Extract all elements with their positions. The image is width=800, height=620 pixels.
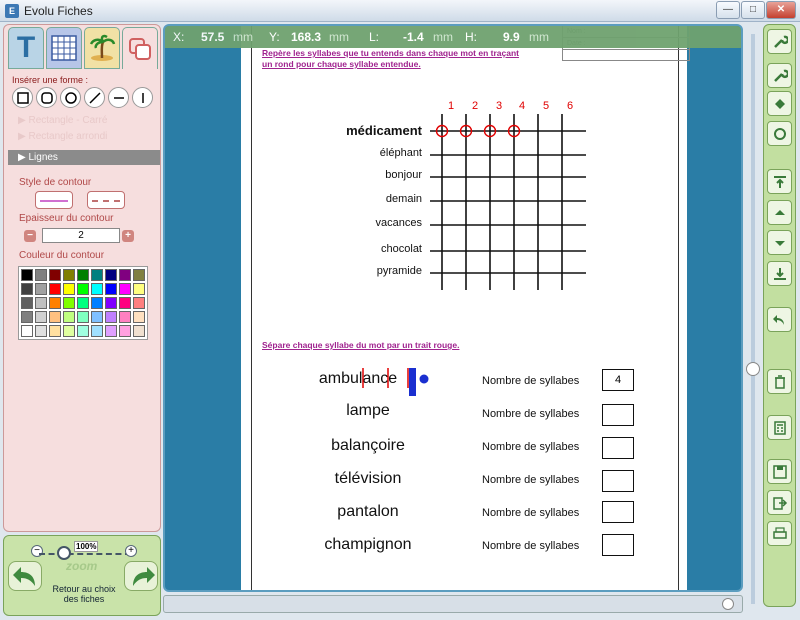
instruction-1-line-2: un rond pour chaque syllabe entendue. — [262, 59, 421, 69]
redo-button[interactable] — [124, 561, 158, 591]
zoom-track[interactable] — [39, 553, 131, 555]
count-label: Nombre de syllabes — [482, 441, 580, 453]
refresh-button[interactable] — [767, 121, 792, 146]
solid-line-icon — [40, 200, 68, 202]
slider-rail — [751, 34, 755, 604]
color-swatch[interactable] — [91, 325, 103, 337]
undo-toolbar-button[interactable] — [767, 307, 792, 332]
color-swatch[interactable] — [63, 283, 75, 295]
shape-buttons — [12, 87, 153, 108]
color-swatch[interactable] — [119, 297, 131, 309]
zoom-panel — [3, 535, 161, 616]
count-box[interactable]: 4 — [602, 369, 634, 391]
line-handle[interactable] — [415, 364, 429, 404]
circle-icon — [65, 92, 77, 104]
move-down-button[interactable] — [767, 230, 792, 255]
color-swatch[interactable] — [49, 297, 61, 309]
color-swatch[interactable] — [49, 269, 61, 281]
color-swatch[interactable] — [63, 297, 75, 309]
color-swatch[interactable] — [49, 283, 61, 295]
grid-word: médicament — [346, 123, 422, 138]
color-swatch[interactable] — [119, 269, 131, 281]
zoom-percent: 100% — [76, 542, 97, 551]
color-swatch[interactable] — [91, 283, 103, 295]
sep-word: lampe — [346, 402, 390, 419]
tools-button[interactable] — [767, 29, 792, 54]
count-box[interactable] — [602, 437, 634, 459]
tools-panel — [3, 24, 161, 532]
zoom-out-button[interactable]: − — [31, 545, 43, 557]
count-box[interactable] — [602, 470, 634, 492]
color-swatch[interactable] — [77, 311, 89, 323]
bring-front-button[interactable] — [767, 169, 792, 194]
move-up-button[interactable] — [767, 200, 792, 225]
color-swatch[interactable] — [63, 269, 75, 281]
canvas-area[interactable] — [163, 24, 743, 592]
vertical-line-icon — [137, 92, 149, 104]
delete-button[interactable] — [767, 369, 792, 394]
separator-marks[interactable] — [357, 362, 417, 398]
wrench-icon — [772, 68, 788, 84]
color-swatch[interactable] — [105, 297, 117, 309]
color-swatch[interactable] — [35, 283, 47, 295]
insert-shape-label: Insérer une forme : — [12, 75, 89, 85]
trash-icon — [772, 374, 788, 390]
color-swatch[interactable] — [91, 311, 103, 323]
grid-column-4: 4 — [519, 100, 526, 112]
wrench-icon — [772, 34, 788, 50]
tab-table[interactable] — [46, 27, 82, 69]
redo-arrow-icon — [125, 562, 159, 592]
color-swatch[interactable] — [63, 311, 75, 323]
back-to-sheets-button[interactable]: Retour au choix des fiches — [52, 584, 116, 604]
text-icon: T — [16, 31, 36, 64]
count-label: Nombre de syllabes — [482, 540, 580, 552]
color-swatch[interactable] — [119, 283, 131, 295]
l-label: L: — [369, 30, 380, 44]
print-button[interactable] — [767, 521, 792, 546]
diagonal-line-button[interactable] — [84, 87, 105, 108]
count-box[interactable] — [602, 501, 634, 523]
sep-word: balançoire — [331, 437, 405, 454]
page-margins — [251, 26, 679, 592]
dashed-stroke-button[interactable] — [87, 191, 125, 209]
vertical-slider[interactable] — [746, 24, 760, 614]
menu-lines[interactable]: ▶ Lignes — [8, 150, 160, 165]
color-palette — [18, 266, 148, 340]
thickness-input[interactable]: 2 — [42, 228, 120, 243]
contour-thickness-label: Epaisseur du contour — [19, 213, 114, 224]
sep-word: télévision — [334, 470, 402, 487]
color-swatch[interactable] — [133, 311, 145, 323]
grid-word: vacances — [375, 217, 422, 229]
color-swatch[interactable] — [21, 269, 33, 281]
l-unit: mm — [433, 30, 453, 44]
shapes-icon — [126, 35, 154, 63]
horizontal-line-button[interactable] — [108, 87, 129, 108]
color-swatch[interactable] — [77, 269, 89, 281]
settings-button[interactable] — [767, 63, 792, 88]
zoom-word: zoom — [66, 559, 98, 573]
color-swatch[interactable] — [105, 325, 117, 337]
send-to-back-icon — [772, 266, 788, 282]
sep-word: ambulance — [318, 370, 398, 387]
tab-shapes[interactable] — [122, 27, 158, 69]
zoom-slider-handle[interactable] — [57, 546, 71, 560]
color-swatch[interactable] — [35, 311, 47, 323]
color-swatch[interactable] — [105, 283, 117, 295]
palm-tree-icon — [88, 34, 116, 62]
window-title: Evolu Fiches — [24, 4, 93, 18]
contour-color-label: Couleur du contour — [19, 250, 105, 261]
square-shape-button[interactable] — [12, 87, 33, 108]
grid-column-5: 5 — [543, 100, 550, 112]
color-swatch[interactable] — [21, 283, 33, 295]
color-swatch[interactable] — [91, 297, 103, 309]
x-label: X: — [173, 30, 185, 44]
sep-word: pantalon — [337, 503, 399, 520]
color-swatch[interactable] — [105, 269, 117, 281]
y-value: 168.3 — [291, 30, 322, 44]
printer-icon — [772, 526, 788, 542]
count-label: Nombre de syllabes — [482, 507, 580, 519]
color-swatch[interactable] — [63, 325, 75, 337]
menu-rectangle[interactable]: ▶ Rectangle - Carré — [18, 115, 108, 126]
thickness-decrease-button[interactable]: − — [24, 230, 36, 242]
grid-column-2: 2 — [472, 100, 479, 112]
thickness-increase-button[interactable]: + — [122, 230, 134, 242]
circle-shape-button[interactable] — [60, 87, 81, 108]
syllable-grid[interactable] — [430, 114, 590, 290]
maximize-button[interactable]: □ — [741, 1, 765, 19]
send-back-button[interactable] — [767, 261, 792, 286]
count-label: Nombre de syllabes — [482, 408, 580, 420]
worksheet-page[interactable] — [241, 26, 687, 592]
l-value: -1.4 — [403, 30, 424, 44]
vertical-line-button[interactable] — [132, 87, 153, 108]
sep-word: champignon — [324, 536, 412, 553]
undo-button[interactable] — [8, 561, 42, 591]
solid-stroke-button[interactable] — [35, 191, 73, 209]
color-swatch[interactable] — [133, 283, 145, 295]
coordinates-bar — [165, 26, 743, 48]
color-swatch[interactable] — [119, 311, 131, 323]
h-value: 9.9 — [503, 30, 520, 44]
grid-word: chocolat — [381, 243, 422, 255]
grid-word: demain — [385, 193, 422, 205]
export-button[interactable] — [767, 490, 792, 515]
color-swatch[interactable] — [35, 297, 47, 309]
color-swatch[interactable] — [77, 283, 89, 295]
h-label: H: — [465, 30, 477, 44]
tab-image[interactable] — [84, 27, 120, 69]
undo-icon — [772, 312, 788, 328]
table-icon — [51, 35, 77, 61]
bring-to-front-icon — [772, 174, 788, 190]
tool-tabs — [8, 27, 158, 71]
grid-column-6: 6 — [567, 100, 574, 112]
x-value: 57.5 — [201, 30, 225, 44]
dashed-line-icon — [92, 200, 120, 202]
instruction-2: Sépare chaque syllabe du mot par un trait rouge. — [262, 340, 460, 350]
contour-style-label: Style de contour — [19, 177, 92, 188]
color-swatch[interactable] — [133, 297, 145, 309]
calculator-button[interactable] — [767, 415, 792, 440]
calculator-icon — [772, 420, 788, 436]
rounded-square-icon — [41, 92, 53, 104]
arrow-up-icon — [772, 205, 788, 221]
zoom-in-button[interactable]: + — [125, 545, 137, 557]
color-swatch[interactable] — [133, 269, 145, 281]
color-swatch[interactable] — [21, 297, 33, 309]
menu-rounded-rectangle[interactable]: ▶ Rectangle arrondi — [18, 131, 108, 142]
close-button[interactable]: ✕ — [766, 1, 796, 19]
title-bar — [0, 0, 800, 22]
horizontal-line-icon — [113, 92, 125, 104]
grid-word: éléphant — [379, 147, 422, 159]
tab-text[interactable] — [8, 27, 44, 69]
export-icon — [772, 495, 788, 511]
grid-column-1: 1 — [448, 100, 455, 112]
app-icon: E — [5, 4, 19, 18]
instruction-1-line-1: Repère les syllabes que tu entends dans chaque mot en traçant — [262, 48, 519, 58]
color-swatch[interactable] — [21, 311, 33, 323]
undo-arrow-icon — [9, 562, 43, 592]
vertical-slider-knob[interactable] — [746, 362, 760, 376]
horizontal-scroll-knob[interactable] — [722, 598, 734, 610]
color-swatch[interactable] — [91, 269, 103, 281]
square-icon — [17, 92, 29, 104]
paint-bucket-icon — [772, 96, 788, 112]
arrow-down-icon — [772, 235, 788, 251]
diagonal-line-icon — [89, 92, 101, 104]
refresh-icon — [772, 126, 788, 142]
color-swatch[interactable] — [133, 325, 145, 337]
h-unit: mm — [529, 30, 549, 44]
grid-word: bonjour — [385, 169, 422, 181]
count-box[interactable] — [602, 534, 634, 556]
count-label: Nombre de syllabes — [482, 474, 580, 486]
rounded-rect-shape-button[interactable] — [36, 87, 57, 108]
paint-button[interactable] — [767, 91, 792, 116]
color-swatch[interactable] — [35, 269, 47, 281]
color-swatch[interactable] — [119, 325, 131, 337]
color-swatch[interactable] — [105, 311, 117, 323]
y-unit: mm — [329, 30, 349, 44]
grid-column-3: 3 — [496, 100, 503, 112]
horizontal-scrollbar[interactable] — [163, 595, 743, 613]
save-button[interactable] — [767, 459, 792, 484]
color-swatch[interactable] — [49, 311, 61, 323]
floppy-disk-icon — [772, 464, 788, 480]
x-unit: mm — [233, 30, 253, 44]
minimize-button[interactable]: — — [716, 1, 740, 19]
color-swatch[interactable] — [77, 297, 89, 309]
color-swatch[interactable] — [49, 325, 61, 337]
color-swatch[interactable] — [77, 325, 89, 337]
count-label: Nombre de syllabes — [482, 375, 580, 387]
count-box[interactable] — [602, 404, 634, 426]
color-swatch[interactable] — [35, 325, 47, 337]
y-label: Y: — [269, 30, 280, 44]
color-swatch[interactable] — [21, 325, 33, 337]
right-toolbar — [763, 24, 796, 607]
grid-word: pyramide — [376, 265, 422, 277]
